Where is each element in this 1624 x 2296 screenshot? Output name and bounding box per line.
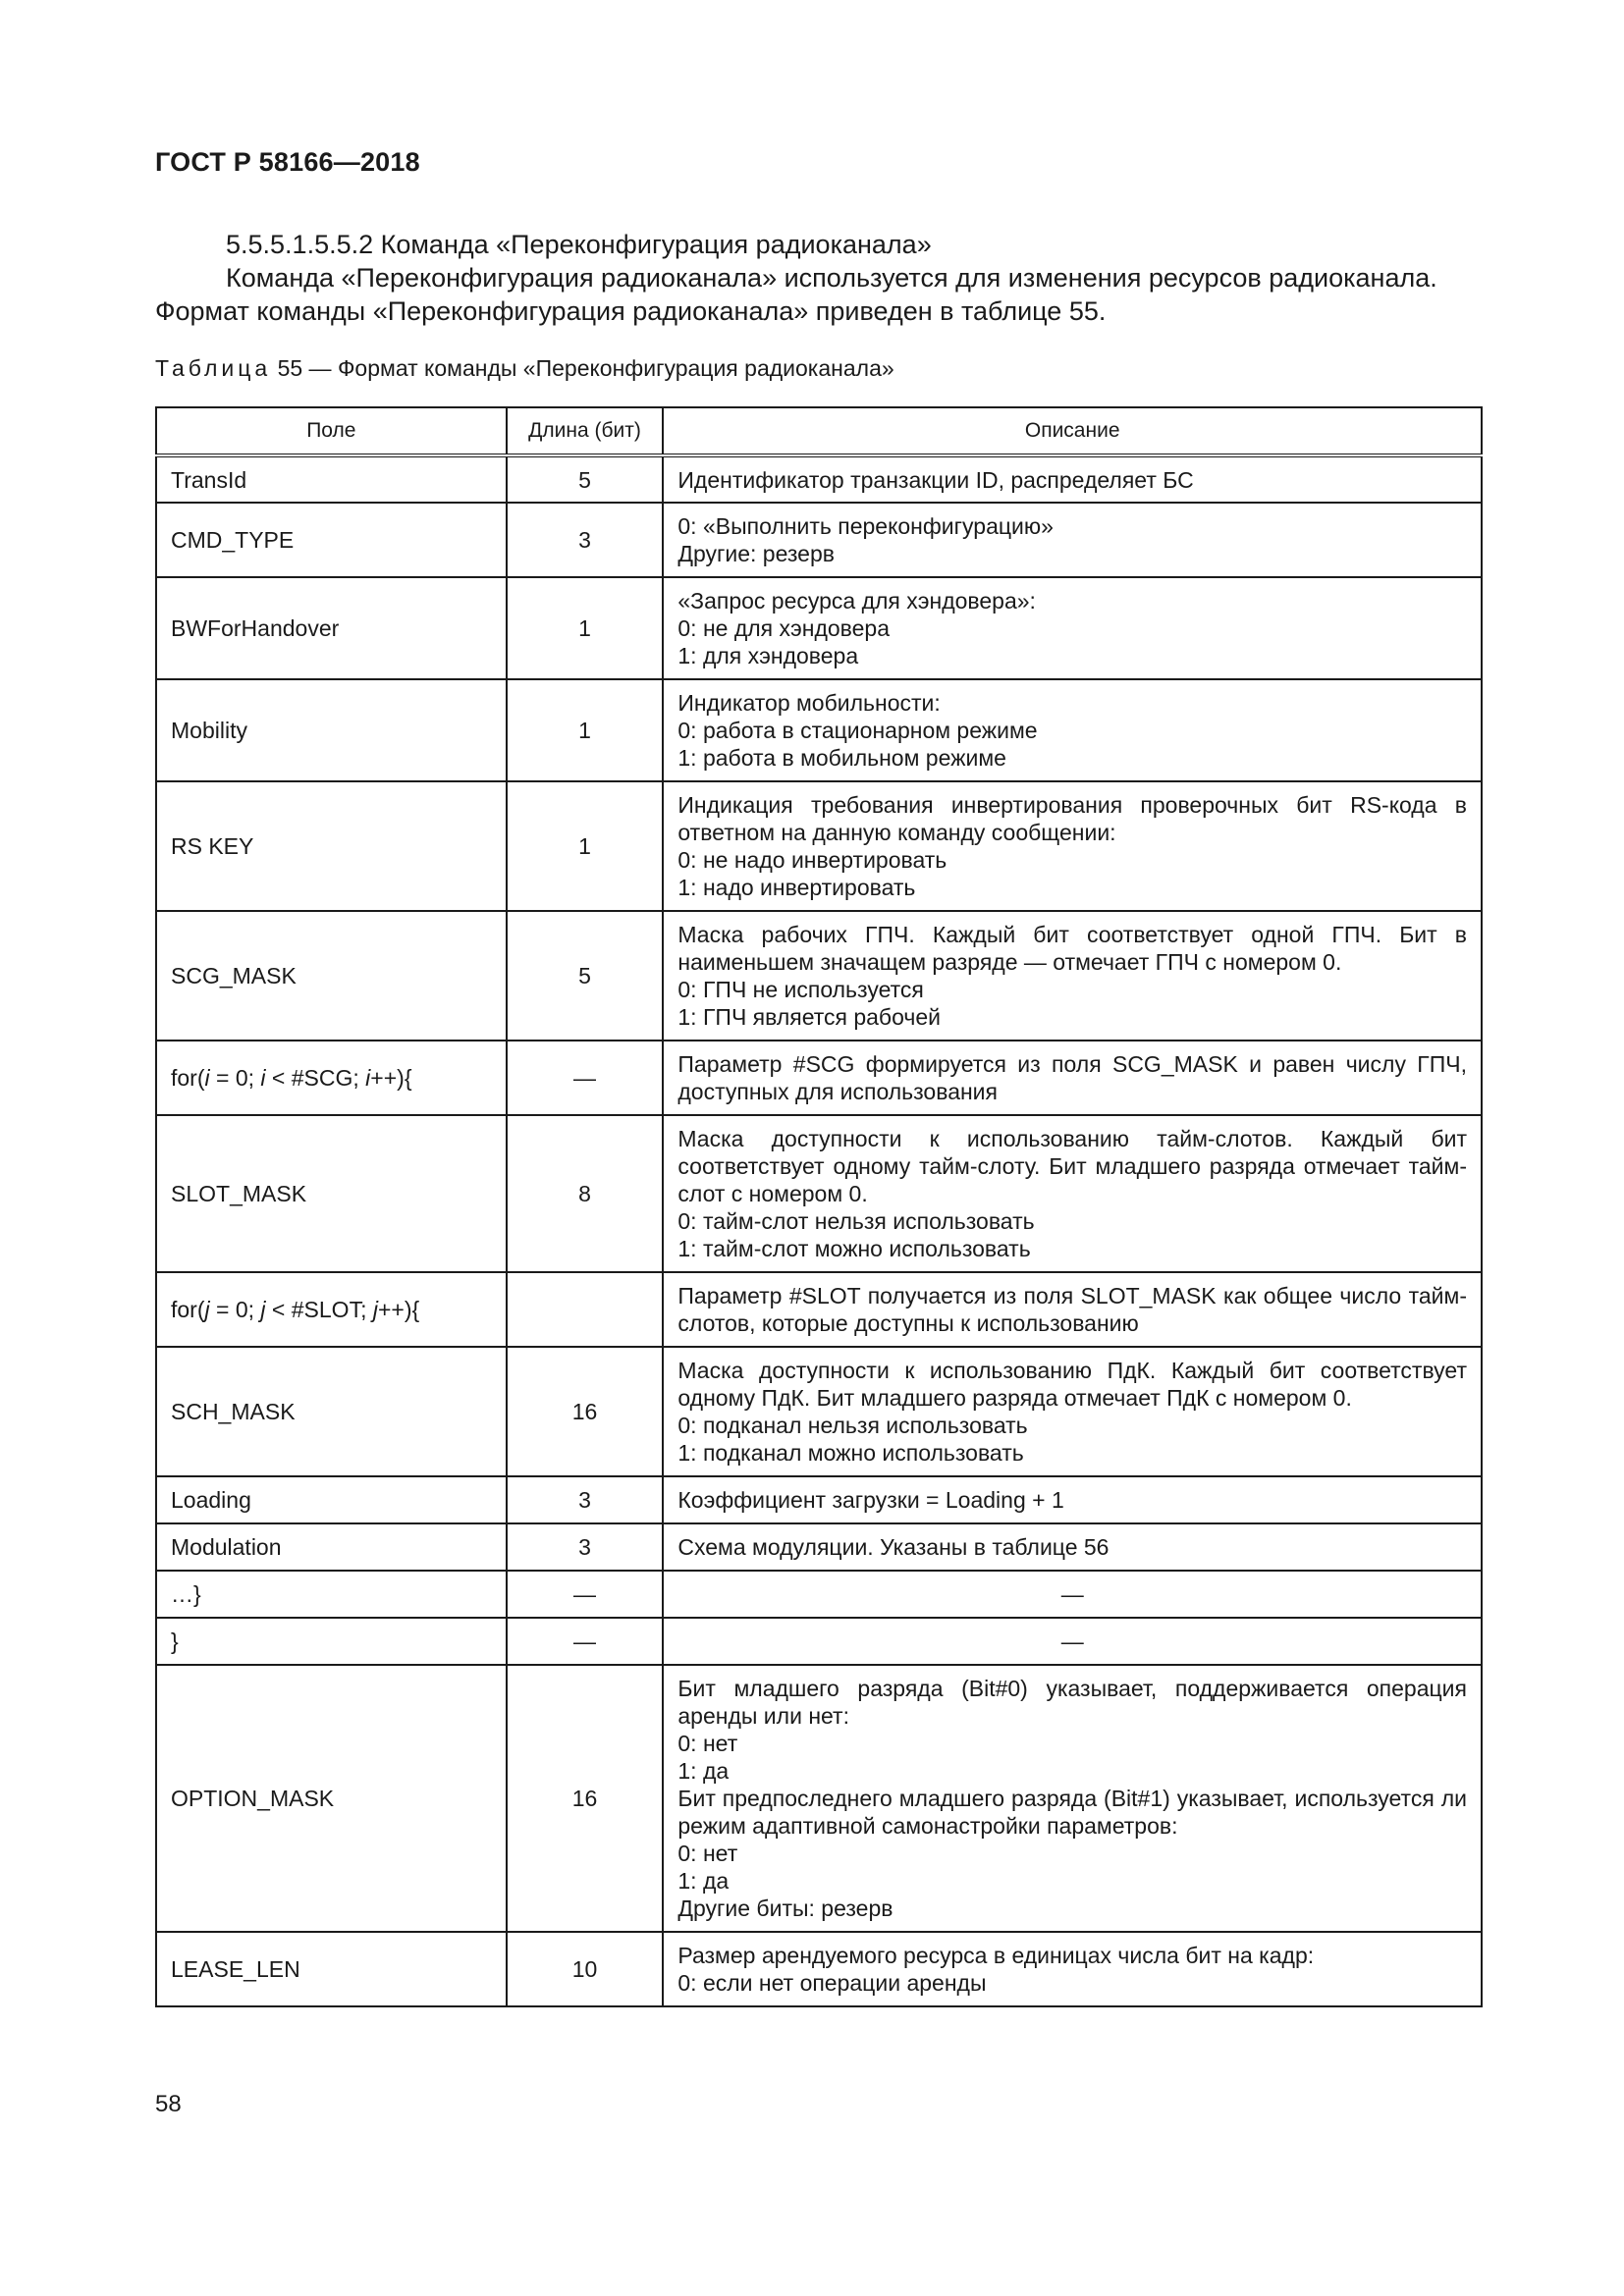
description-line: 0: не для хэндовера: [677, 615, 891, 641]
description-line: 1: ГПЧ является рабочей: [677, 1004, 942, 1030]
loop-variable: i: [365, 1065, 371, 1091]
table-row: [156, 1115, 1482, 1272]
section-text: [155, 228, 1483, 328]
cell-length: 10: [507, 1932, 664, 2006]
cell-field: [156, 1041, 507, 1115]
description-line: 0: работа в стационарном режиме: [677, 718, 1038, 743]
cell-field: LEASE_LEN: [156, 1932, 507, 2006]
cell-length: 8: [507, 1115, 664, 1272]
table-row: [156, 1571, 1482, 1618]
cell-length: 3: [507, 1476, 664, 1523]
cell-field: RS KEY: [156, 781, 507, 911]
cell-length: 3: [507, 503, 664, 577]
description-line: Параметр #SCG формируется из поля SCG_MASK и равен числу ГПЧ, доступных для использования: [677, 1051, 1467, 1104]
cell-length: 1: [507, 679, 664, 781]
description-line: Параметр #SLOT получается из поля SLOT_MASK как общее число тайм-слотов, которые доступны к использованию: [677, 1283, 1467, 1336]
cell-length: —: [507, 1618, 664, 1665]
table-row: [156, 1272, 1482, 1347]
description-line: 0: если нет операции аренды: [677, 1970, 987, 1996]
table-caption-text: 55 — Формат команды «Переконфигурация радиоканала»: [271, 355, 894, 381]
table-row: [156, 455, 1482, 503]
section-paragraph-line1: Команда «Переконфигурация радиоканала» используется для изменения ресурсов радиоканала.: [226, 263, 1437, 293]
description-line: Схема модуляции. Указаны в таблице 56: [677, 1534, 1110, 1560]
description-line: 0: «Выполнить переконфигурацию»: [677, 513, 1054, 539]
description-line: 1: надо инвертировать: [677, 875, 916, 900]
table-row: [156, 577, 1482, 679]
loop-variable: i: [204, 1065, 210, 1091]
cell-field: Modulation: [156, 1523, 507, 1571]
cell-description: [663, 1571, 1482, 1618]
cell-description: [663, 911, 1482, 1041]
command-format-table: [155, 406, 1483, 2007]
cell-length: [507, 1272, 664, 1347]
cell-field: }: [156, 1618, 507, 1665]
table-row: [156, 781, 1482, 911]
table-row: [156, 1347, 1482, 1476]
description-line: Бит предпоследнего младшего разряда (Bit#1) указывает, используется ли режим адаптивной самонастройки параметров:: [677, 1786, 1467, 1839]
description-line: 1: да: [677, 1868, 730, 1894]
cell-field: Mobility: [156, 679, 507, 781]
description-line: Бит младшего разряда (Bit#0) указывает, поддерживается операция аренды или нет:: [677, 1676, 1467, 1729]
description-line: Маска рабочих ГПЧ. Каждый бит соответствует одной ГПЧ. Бит в наименьшем значащем разряде — отмечает ГПЧ с номером 0.: [677, 922, 1467, 975]
cell-description: [663, 1347, 1482, 1476]
cell-length: —: [507, 1571, 664, 1618]
description-line: Другие: резерв: [677, 541, 835, 566]
description-line: Идентификатор транзакции ID, распределяет БС: [677, 466, 1194, 493]
cell-field: Loading: [156, 1476, 507, 1523]
description-line: Индикация требования инвертирования проверочных бит RS-кода в ответном на данную команду сообщении:: [677, 792, 1467, 845]
table-row: [156, 1665, 1482, 1932]
table-row: [156, 1041, 1482, 1115]
table-row: [156, 911, 1482, 1041]
table-row: [156, 1476, 1482, 1523]
description-line: 0: подканал нельзя использовать: [677, 1413, 1028, 1438]
field-text-part: ++){: [370, 1065, 412, 1091]
cell-length: —: [507, 1041, 664, 1115]
table-row: [156, 1932, 1482, 2006]
description-line: «Запрос ресурса для хэндовера»:: [677, 588, 1036, 614]
column-header-field: Поле: [156, 407, 507, 455]
table-row: [156, 1523, 1482, 1571]
description-line: 1: подканал можно использовать: [677, 1440, 1024, 1466]
cell-description: [663, 781, 1482, 911]
cell-description: [663, 1665, 1482, 1932]
cell-length: 3: [507, 1523, 664, 1571]
cell-field: SCG_MASK: [156, 911, 507, 1041]
field-text-part: = 0;: [209, 1065, 261, 1091]
field-text-part: = 0;: [209, 1297, 261, 1322]
description-line: 0: нет: [677, 1731, 738, 1756]
description-line: 1: работа в мобильном режиме: [677, 745, 1006, 771]
cell-length: 1: [507, 781, 664, 911]
section-heading: 5.5.5.1.5.5.2 Команда «Переконфигурация радиоканала»: [226, 230, 932, 259]
cell-description: [663, 1115, 1482, 1272]
cell-length: 16: [507, 1665, 664, 1932]
cell-field: BWForHandover: [156, 577, 507, 679]
cell-description: [663, 503, 1482, 577]
section-paragraph-line2: Формат команды «Переконфигурация радиоканала» приведен в таблице 55.: [155, 296, 1107, 326]
cell-length: 5: [507, 455, 664, 503]
cell-length: 16: [507, 1347, 664, 1476]
table-caption: [155, 355, 894, 382]
cell-description: [663, 455, 1482, 503]
table-row: [156, 679, 1482, 781]
table-row: [156, 1618, 1482, 1665]
cell-field: CMD_TYPE: [156, 503, 507, 577]
column-header-description: Описание: [663, 407, 1482, 455]
field-text-part: < #SLOT;: [265, 1297, 373, 1322]
cell-description: [663, 1523, 1482, 1571]
description-line: Индикатор мобильности:: [677, 690, 941, 716]
cell-description: [663, 1041, 1482, 1115]
description-line: 0: не надо инвертировать: [677, 847, 947, 873]
column-header-length: Длина (бит): [507, 407, 664, 455]
cell-field: OPTION_MASK: [156, 1665, 507, 1932]
cell-description: [663, 1476, 1482, 1523]
cell-description: [663, 577, 1482, 679]
table-header-row: [156, 407, 1482, 455]
cell-length: 5: [507, 911, 664, 1041]
description-line: Коэффициент загрузки = Loading + 1: [677, 1487, 1064, 1513]
description-line: Маска доступности к использованию ПдК. Каждый бит соответствует одному ПдК. Бит младшего разряда отмечает ПдК с номером 0.: [677, 1358, 1467, 1411]
page-number: 58: [155, 2091, 182, 2117]
description-line: 1: да: [677, 1758, 730, 1784]
document-header: ГОСТ Р 58166—2018: [155, 147, 420, 177]
description-line: Другие биты: резерв: [677, 1896, 893, 1921]
field-text-part: ++){: [377, 1297, 420, 1322]
cell-field: TransId: [156, 455, 507, 503]
description-line: 0: нет: [677, 1841, 738, 1866]
description-line: —: [1060, 1581, 1084, 1607]
cell-length: 1: [507, 577, 664, 679]
loop-variable: j: [260, 1297, 266, 1322]
description-line: 0: ГПЧ не используется: [677, 977, 924, 1002]
table-row: [156, 503, 1482, 577]
description-line: Маска доступности к использованию тайм-слотов. Каждый бит соответствует одному тайм-слоту. Бит младшего разряда отмечает тайм-слот с номером 0.: [677, 1126, 1467, 1206]
loop-variable: j: [372, 1297, 378, 1322]
cell-field: SLOT_MASK: [156, 1115, 507, 1272]
cell-description: [663, 1618, 1482, 1665]
cell-field: SCH_MASK: [156, 1347, 507, 1476]
table-caption-label: Таблица: [155, 355, 272, 381]
cell-description: [663, 679, 1482, 781]
cell-description: [663, 1272, 1482, 1347]
cell-field: …}: [156, 1571, 507, 1618]
field-text-part: for(: [171, 1297, 205, 1322]
description-line: 1: тайм-слот можно использовать: [677, 1236, 1031, 1261]
cell-field: [156, 1272, 507, 1347]
loop-variable: j: [204, 1297, 210, 1322]
cell-description: [663, 1932, 1482, 2006]
description-line: —: [1060, 1629, 1084, 1654]
description-line: Размер арендуемого ресурса в единицах числа бит на кадр:: [677, 1943, 1315, 1968]
description-line: 1: для хэндовера: [677, 643, 859, 668]
field-text-part: < #SCG;: [265, 1065, 366, 1091]
field-text-part: for(: [171, 1065, 205, 1091]
loop-variable: i: [260, 1065, 266, 1091]
description-line: 0: тайм-слот нельзя использовать: [677, 1208, 1035, 1234]
